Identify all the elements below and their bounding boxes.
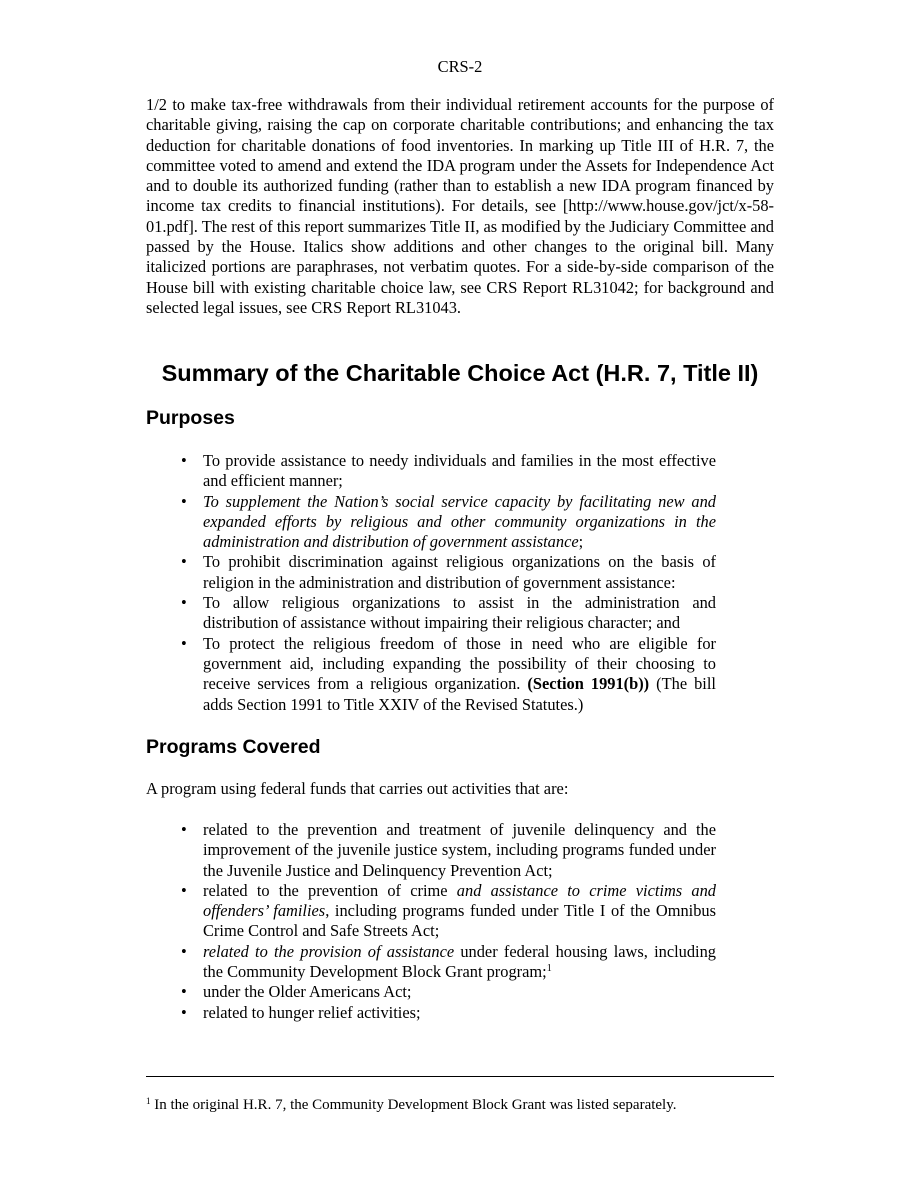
item-text: related to hunger relief activities; — [203, 1002, 421, 1022]
programs-list — [181, 820, 716, 1023]
bullet-icon: • — [181, 491, 187, 511]
bullet-icon: • — [181, 1002, 187, 1022]
section-title: Summary of the Charitable Choice Act (H.R. 7, Title II) — [161, 360, 759, 386]
section-citation: (Section 1991(b)) — [527, 674, 650, 694]
item-text: related to the prevention and treatment of juvenile delinquency and the improvement of the juvenile justice system, including programs funded under the Juvenile Justice and Delinquency Prevention Act; — [203, 820, 716, 880]
page-header: CRS-2 — [437, 57, 483, 76]
footnote-marker: 1 — [146, 1096, 151, 1106]
item-text: To provide assistance to needy individuals and families in the most effective and efficient manner; — [203, 451, 716, 491]
bullet-icon: • — [181, 593, 187, 613]
purposes-list — [181, 451, 716, 715]
bullet-icon: • — [181, 820, 187, 839]
item-text-after: (The bill adds Section 1991 to Title XXIV of the Revised Statutes.) — [203, 674, 716, 714]
bullet-icon: • — [181, 633, 187, 653]
bullet-icon: • — [181, 552, 187, 572]
bullet-icon: • — [181, 982, 187, 1002]
footnote-text: In the original H.R. 7, the Community Development Block Grant was listed separately. — [150, 1097, 677, 1113]
list-item — [181, 552, 716, 593]
item-text: To prohibit discrimination against religious organizations on the basis of religion in the administration and distribution of government assistance: — [203, 552, 716, 592]
list-item — [181, 451, 716, 492]
list-item — [181, 942, 716, 983]
list-item — [181, 634, 716, 715]
programs-lead-paragraph: A program using federal funds that carries out activities that are: — [146, 779, 569, 798]
footnote — [146, 1096, 774, 1115]
list-item — [181, 1003, 716, 1023]
item-text-after: under federal housing laws, including the Community Development Block Grant program; — [203, 941, 716, 982]
bullet-icon: • — [181, 880, 187, 900]
item-italic-text: and assistance to crime victims and offenders’ families — [203, 880, 716, 921]
item-italic-text: To supplement the Nation’s social service capacity by facilitating new and expanded efforts by religious and other community organizations in the administration and distribution of government assistance — [203, 491, 716, 552]
item-text: under the Older Americans Act; — [203, 982, 412, 1002]
item-text: To allow religious organizations to assist in the administration and distribution of assistance without impairing their religious character; and — [203, 593, 716, 633]
list-item — [181, 492, 716, 553]
bullet-icon: • — [181, 941, 187, 961]
item-text-after: ; — [578, 532, 584, 552]
bullet-icon: • — [181, 451, 187, 470]
list-item — [181, 593, 716, 634]
footnote-reference[interactable]: 1 — [546, 963, 552, 975]
programs-heading: Programs Covered — [146, 736, 321, 758]
item-text-after: , including programs funded under Title I of the Omnibus Crime Control and Safe Streets Act; — [203, 901, 716, 941]
list-item — [181, 982, 716, 1002]
list-item — [181, 820, 716, 881]
purposes-heading: Purposes — [146, 407, 235, 429]
item-text: To protect the religious freedom of those in need who are eligible for government aid, including expanding the possibility of their choosing to receive services from a religious organization. — [203, 633, 716, 694]
item-italic-text: related to the provision of assistance — [203, 941, 455, 961]
footnote-divider — [146, 1076, 774, 1077]
list-item — [181, 881, 716, 942]
intro-paragraph: 1/2 to make tax-free withdrawals from their individual retirement accounts for the purpose of charitable giving, raising the cap on corporate charitable contributions; and enhancing the tax deduction for charitable donations of food inventories. In marking up Title III of H.R. 7, the committee voted to amend and extend the IDA program under the Assets for Independence Act and to double its authorized funding (rather than to establish a new IDA program financed by income tax credits to financial institutions). For details, see [http://www.house.gov/jct/x-58-01.pdf]. The rest of this report summarizes Title II, as modified by the Judiciary Committee and passed by the House. Italics show additions and other changes to the original bill. Many italicized portions are paraphrases, not verbatim quotes. For a side-by-side comparison of the House bill with existing charitable choice law, see CRS Report RL31042; for background and selected legal issues, see CRS Report RL31043. — [146, 95, 774, 317]
item-text-before: related to the prevention of crime — [203, 880, 457, 900]
